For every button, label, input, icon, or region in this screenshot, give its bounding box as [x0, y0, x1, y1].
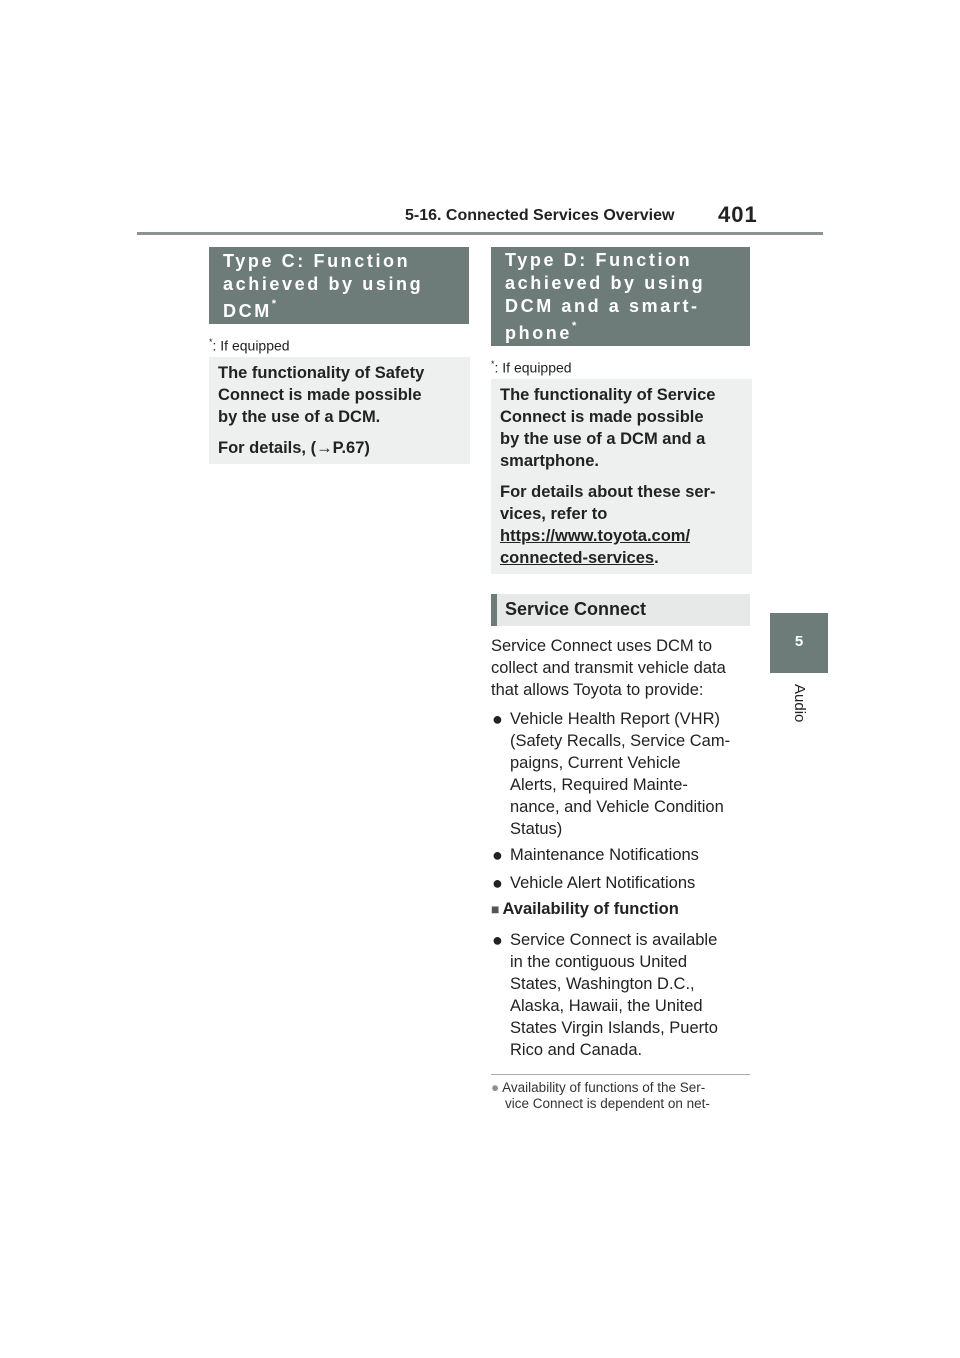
type-c-footnote: *: If equipped	[209, 337, 290, 354]
chapter-label-text: Audio	[791, 684, 808, 723]
service-connect-intro: Service Connect uses DCM to collect and transmit vehicle data that allows Toyota to provide:	[491, 637, 726, 699]
info-line: by the use of a DCM.	[218, 408, 381, 426]
info-details-reference[interactable]: For details, (→P.67)	[218, 439, 370, 457]
info-line: smartphone.	[500, 452, 600, 470]
type-c-info-box	[209, 357, 470, 464]
header-divider	[137, 232, 823, 235]
footnote-mark: *	[271, 298, 277, 310]
type-d-line4: phone*	[505, 320, 577, 343]
note-divider	[491, 1074, 750, 1075]
bullet-item-vhr: ● Vehicle Health Report (VHR) (Safety Recalls, Service Cam- paigns, Current Vehicle Alerts, Required Mainte- nance, and Vehicle Condition Status)	[492, 709, 731, 838]
type-d-line1: Type D: Function	[505, 250, 693, 270]
type-c-box	[209, 247, 469, 324]
bullet-item-alerts: ● Vehicle Alert Notifications	[492, 873, 696, 893]
info-line: The functionality of Service	[500, 386, 716, 404]
bullet-icon: ●	[492, 845, 503, 865]
type-d-info-box	[491, 379, 752, 574]
bullet-icon: ●	[492, 709, 503, 729]
info-line: For details about these ser-	[500, 483, 716, 501]
type-d-line3: DCM and a smart-	[505, 296, 700, 316]
bullet-item-availability: ● Service Connect is available in the contiguous United States, Washington D.C., Alaska, Hawaii, the United States Virgin Islands, Puerto Rico and Canada.	[492, 930, 718, 1059]
bullet-item-maintenance: ● Maintenance Notifications	[492, 845, 699, 865]
chapter-label	[790, 684, 810, 744]
type-c-line3: DCM*	[223, 298, 277, 321]
url-link-continued[interactable]: connected-services	[500, 549, 655, 567]
type-d-box	[491, 247, 750, 346]
info-line: The functionality of Safety	[218, 364, 425, 382]
footnote-mark: *	[572, 320, 577, 332]
url-link-line1[interactable]	[500, 525, 743, 547]
note-bullet-icon: ●	[491, 1080, 500, 1095]
info-line: Connect is made possible	[500, 408, 704, 426]
type-d-line2: achieved by using	[505, 273, 706, 293]
square-bullet-icon: ■	[491, 901, 500, 917]
availability-heading: ■ Availability of function	[491, 900, 679, 918]
service-connect-heading: Service Connect	[491, 594, 750, 626]
bullet-icon: ●	[492, 873, 503, 893]
type-d-footnote: *: If equipped	[491, 359, 572, 376]
info-line: Connect is made possible	[218, 386, 422, 404]
info-line: vices, refer to	[500, 505, 608, 523]
type-c-line1: Type C: Function	[223, 251, 411, 271]
chapter-tab	[770, 613, 828, 673]
bullet-icon: ●	[492, 930, 503, 950]
section-title-header: 5-16. Connected Services Overview	[405, 207, 675, 224]
url-link-line2[interactable]: connected-services.	[500, 549, 659, 567]
info-line: by the use of a DCM and a	[500, 430, 706, 448]
url-link[interactable]: https://www.toyota.com/	[500, 527, 691, 545]
page-number: 401	[718, 202, 758, 227]
type-c-line2: achieved by using	[223, 274, 424, 294]
availability-note: ● Availability of functions of the Ser- vice Connect is dependent on net-	[491, 1080, 710, 1111]
chapter-number: 5	[794, 633, 804, 650]
